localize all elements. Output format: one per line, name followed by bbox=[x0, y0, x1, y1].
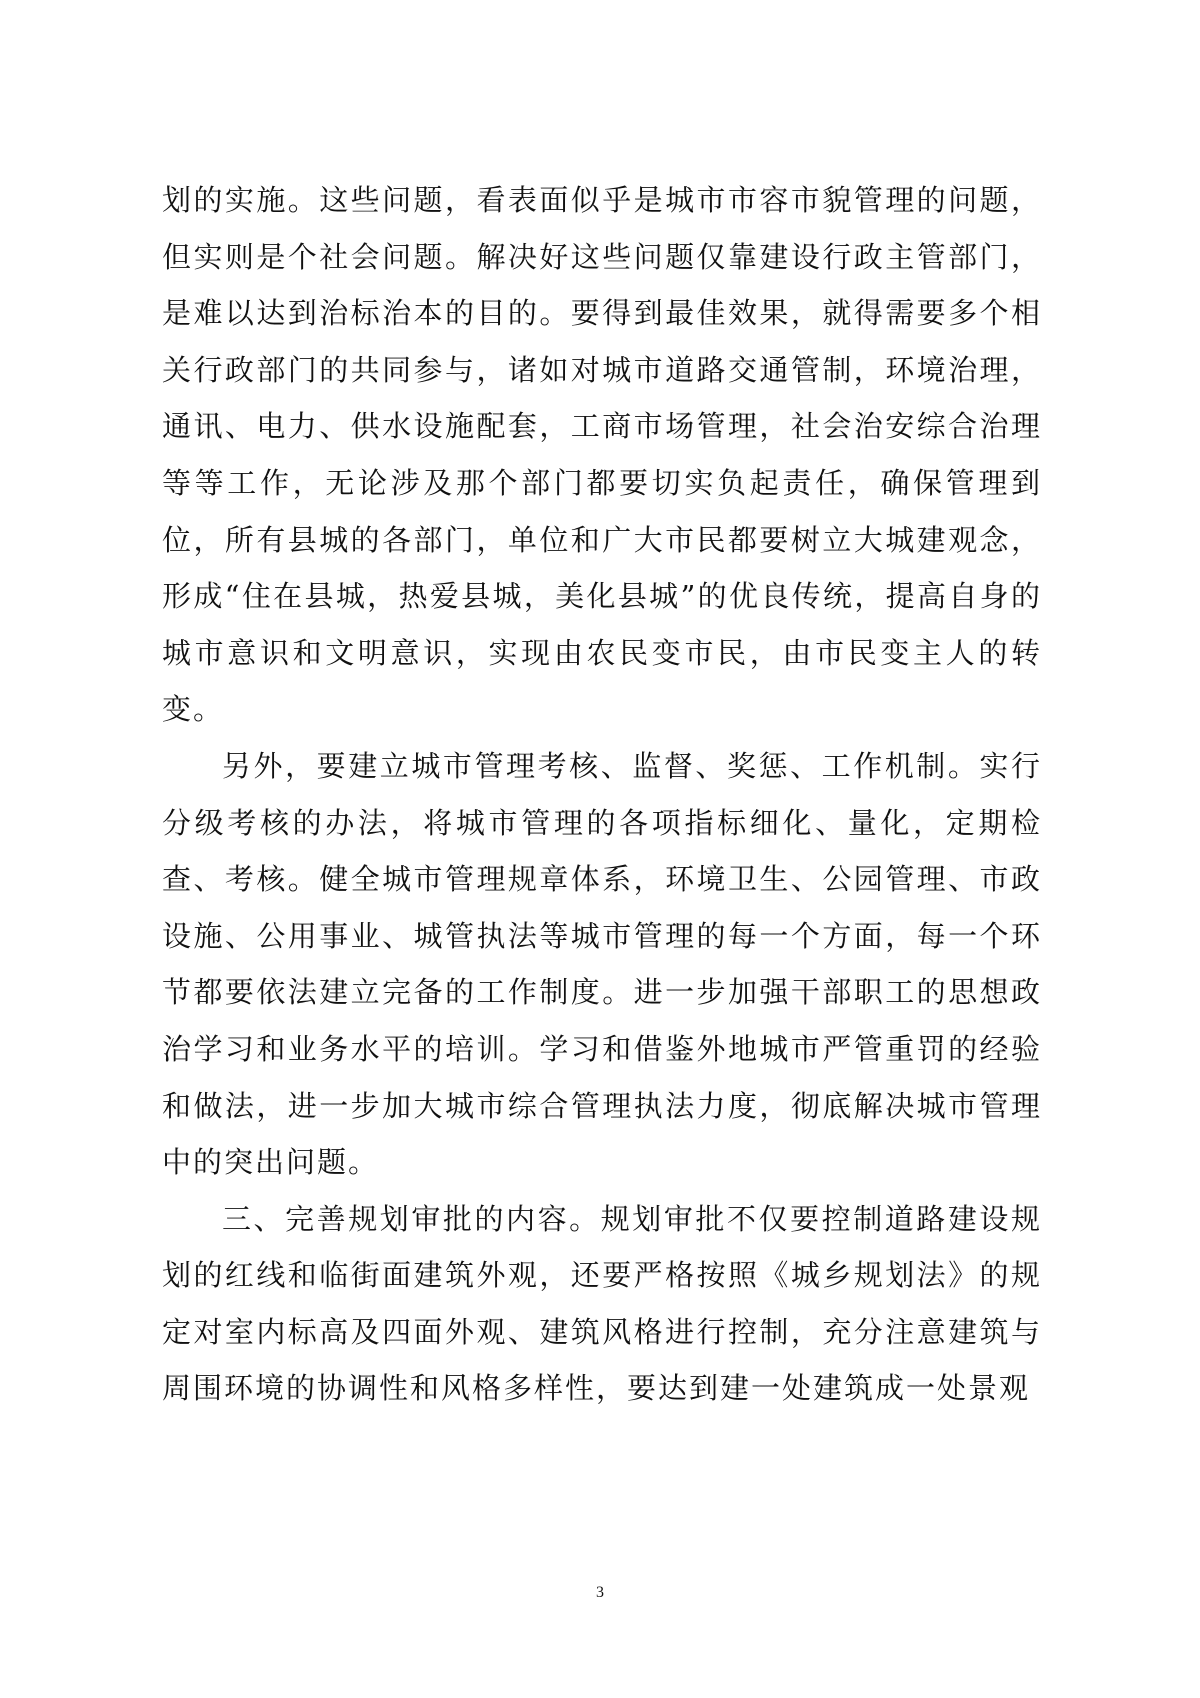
paragraph-planning-approval: 三、完善规划审批的内容。规划审批不仅要控制道路建设规划的红线和临街面建筑外观，还要严格按照《城乡规划法》的规定对室内标高及四面外观、建筑风格进行控制，充分注意建筑与周围环境的协调性和风格多样性，要达到建一处建筑成一处景观 bbox=[162, 1201, 1042, 1406]
paragraph-continuation: 划的实施。这些问题，看表面似乎是城市市容市貌管理的问题，但实则是个社会问题。解决好这些问题仅靠建设行政主管部门，是难以达到治标治本的目的。要得到最佳效果，就得需要多个相关行政部门的共同参与，诸如对城市道路交通管制，环境治理，通讯、电力、供水设施配套，工商市场管理，社会治安综合治理等等工作，无论涉及那个部门都要切实负起责任，确保管理到位，所有县城的各部门，单位和广大市民都要树立大城建观念，形成“住在县城，热爱县城，美化县城”的优良传统，提高自身的城市意识和文明意识，实现由农民变市民，由市民变主人的转变。 bbox=[162, 183, 1042, 727]
paragraph-supervision: 另外，要建立城市管理考核、监督、奖惩、工作机制。实行分级考核的办法，将城市管理的各项指标细化、量化，定期检查、考核。健全城市管理规章体系，环境卫生、公园管理、市政设施、公用事业、城管执法等城市管理的每一个方面，每一个环节都要依法建立完备的工作制度。进一步加强干部职工的思想政治学习和业务水平的培训。学习和借鉴外地城市严管重罚的经验和做法，进一步加大城市综合管理执法力度，彻底解决城市管理中的突出问题。 bbox=[162, 748, 1042, 1180]
page-number: 3 bbox=[596, 1584, 604, 1601]
body-text bbox=[162, 172, 1042, 1417]
